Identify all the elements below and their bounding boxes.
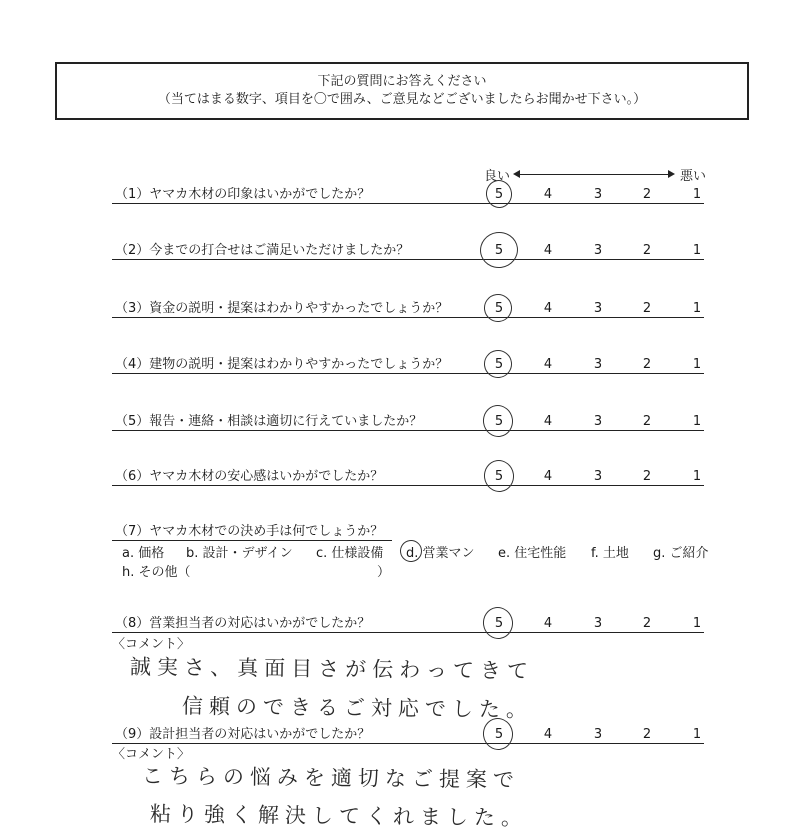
option-other-close: ） <box>377 565 391 580</box>
rating-2[interactable]: 2 <box>642 301 652 316</box>
rating-2[interactable]: 2 <box>642 243 652 258</box>
question-8-text: （8）営業担当者の対応はいかがでしたか？ <box>115 616 371 631</box>
rating-1[interactable]: 1 <box>692 414 702 429</box>
question-7-options <box>122 542 712 562</box>
scale-good-label: 良い <box>484 169 511 184</box>
selected-circle <box>482 348 514 380</box>
selected-circle <box>478 230 521 271</box>
instructions-title: 下記の質問にお答えください <box>317 74 487 89</box>
handwritten-comment-line: 粘り強く解決してくれました。 <box>149 802 529 830</box>
rating-1[interactable]: 1 <box>692 187 702 202</box>
question-1-text: （1）ヤマカ木材の印象はいかがでしたか？ <box>115 187 371 202</box>
question-3-text: （3）資金の説明・提案はわかりやすかったでしょうか？ <box>115 301 449 316</box>
question-7 <box>112 521 704 541</box>
option-sales-person[interactable]: d. 営業マン <box>406 546 475 561</box>
rating-3[interactable]: 3 <box>593 469 603 484</box>
selected-circle <box>481 605 515 641</box>
question-8 <box>112 613 704 633</box>
option-price[interactable]: a. 価格 <box>122 546 165 561</box>
rating-1[interactable]: 1 <box>692 301 702 316</box>
instructions-subtitle: （当てはまる数字、項目を〇で囲み、ご意見などございましたらお聞かせ下さい。） <box>157 92 647 107</box>
question-9 <box>112 724 704 744</box>
question-6-text: （6）ヤマカ木材の安心感はいかがでしたか？ <box>115 469 384 484</box>
comment-label: 〈コメント〉 <box>112 747 191 762</box>
rating-5[interactable]: 5 <box>494 243 504 258</box>
rating-5[interactable]: 5 <box>494 727 504 742</box>
question-underline <box>112 203 704 204</box>
scale-bad-label: 悪い <box>680 169 707 184</box>
option-land[interactable]: f. 土地 <box>591 546 629 561</box>
question-9-text: （9）設計担当者の対応はいかがでしたか？ <box>115 727 371 742</box>
rating-2[interactable]: 2 <box>642 414 652 429</box>
question-4-text: （4）建物の説明・提案はわかりやすかったでしょうか？ <box>115 357 449 372</box>
question-underline <box>112 743 704 744</box>
rating-1[interactable]: 1 <box>692 243 702 258</box>
question-underline <box>112 373 704 374</box>
rating-2[interactable]: 2 <box>642 357 652 372</box>
question-underline <box>112 632 704 633</box>
rating-4[interactable]: 4 <box>543 414 553 429</box>
question-2 <box>112 240 704 260</box>
option-performance[interactable]: e. 住宅性能 <box>498 546 567 561</box>
comment-label: 〈コメント〉 <box>112 637 191 652</box>
handwritten-comment-line: 信頼のできるご対応でした。 <box>181 694 534 722</box>
rating-3[interactable]: 3 <box>593 243 603 258</box>
question-1 <box>112 184 704 204</box>
rating-2[interactable]: 2 <box>642 616 652 631</box>
rating-3[interactable]: 3 <box>593 187 603 202</box>
selected-circle <box>484 178 514 209</box>
rating-4[interactable]: 4 <box>543 616 553 631</box>
question-5 <box>112 411 704 431</box>
selected-circle <box>482 292 514 324</box>
option-design[interactable]: b. 設計・デザイン <box>186 546 293 561</box>
option-referral[interactable]: g. ご紹介 <box>653 546 709 561</box>
option-equipment[interactable]: c. 仕様設備 <box>316 546 384 561</box>
rating-3[interactable]: 3 <box>593 727 603 742</box>
rating-5[interactable]: 5 <box>494 357 504 372</box>
question-underline <box>112 540 392 541</box>
handwritten-comment-line: 誠実さ、真面目さが伝わってきて <box>129 654 535 684</box>
question-5-text: （5）報告・連絡・相談は適切に行えていましたか？ <box>115 414 423 429</box>
rating-1[interactable]: 1 <box>692 727 702 742</box>
selected-circle <box>482 458 516 494</box>
option-other-label[interactable]: h. その他（ <box>122 565 191 580</box>
question-underline <box>112 259 704 260</box>
question-6 <box>112 466 704 486</box>
question-7-other <box>122 561 422 581</box>
rating-5[interactable]: 5 <box>494 469 504 484</box>
rating-3[interactable]: 3 <box>593 414 603 429</box>
rating-2[interactable]: 2 <box>642 727 652 742</box>
question-underline <box>112 317 704 318</box>
rating-4[interactable]: 4 <box>543 727 553 742</box>
rating-2[interactable]: 2 <box>642 469 652 484</box>
rating-1[interactable]: 1 <box>692 616 702 631</box>
rating-3[interactable]: 3 <box>593 301 603 316</box>
rating-5[interactable]: 5 <box>494 301 504 316</box>
rating-4[interactable]: 4 <box>543 243 553 258</box>
rating-4[interactable]: 4 <box>543 187 553 202</box>
question-7-text: （7）ヤマカ木材での決め手は何でしょうか？ <box>115 524 384 539</box>
instructions-box <box>55 62 749 120</box>
rating-1[interactable]: 1 <box>692 357 702 372</box>
question-4 <box>112 354 704 374</box>
handwritten-comment-line: こちらの悩みを適切なご提案で <box>141 764 521 792</box>
rating-5[interactable]: 5 <box>494 616 504 631</box>
rating-3[interactable]: 3 <box>593 616 603 631</box>
rating-4[interactable]: 4 <box>543 469 553 484</box>
rating-5[interactable]: 5 <box>494 414 504 429</box>
question-underline <box>112 485 704 486</box>
question-underline <box>112 430 704 431</box>
question-2-text: （2）今までの打合せはご満足いただけましたか？ <box>115 243 410 258</box>
rating-4[interactable]: 4 <box>543 301 553 316</box>
rating-3[interactable]: 3 <box>593 357 603 372</box>
question-3 <box>112 298 704 318</box>
rating-2[interactable]: 2 <box>642 187 652 202</box>
rating-5[interactable]: 5 <box>494 187 504 202</box>
rating-1[interactable]: 1 <box>692 469 702 484</box>
selected-circle <box>481 403 515 439</box>
rating-4[interactable]: 4 <box>543 357 553 372</box>
scale-arrow <box>520 174 668 175</box>
